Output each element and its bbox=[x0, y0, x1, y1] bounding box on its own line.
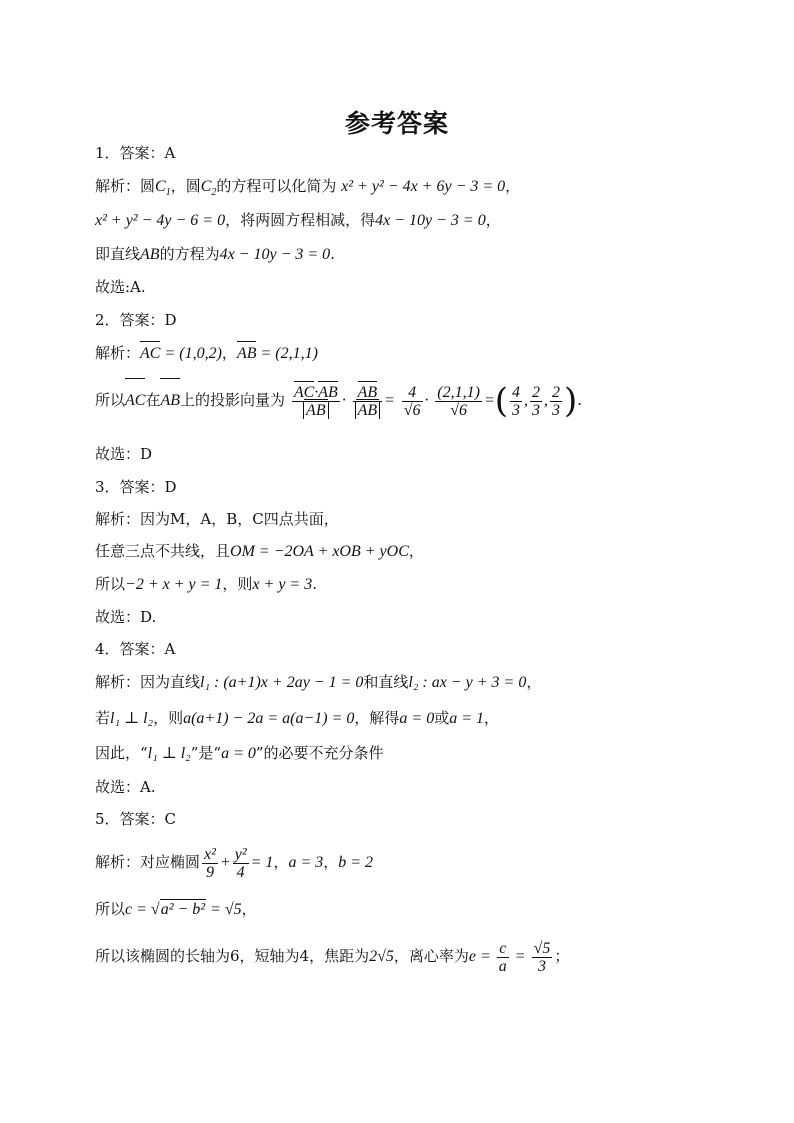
text: 任意三点不共线，且 bbox=[95, 542, 231, 560]
q5-line-3 bbox=[95, 936, 569, 977]
equation: x² + y² − 4y − 6 = 0 bbox=[95, 212, 226, 229]
c2-sub: 2 bbox=[211, 187, 217, 199]
vector-ab: AB bbox=[318, 383, 338, 401]
punct: . bbox=[577, 391, 583, 409]
focal-distance: 2√5 bbox=[369, 948, 394, 965]
equals: = bbox=[510, 948, 530, 965]
q5-line-1 bbox=[95, 842, 373, 883]
right-paren: ) bbox=[564, 381, 578, 421]
equation: a = 1 bbox=[449, 710, 485, 727]
equation: −2 + x + y = 1 bbox=[125, 576, 223, 593]
equation-l2: l₂ : ax − y + 3 = 0 bbox=[408, 674, 527, 691]
text: 所以该椭圆的长轴为6，短轴为4，焦距为 bbox=[95, 947, 370, 965]
text: 和直线 bbox=[363, 673, 409, 691]
equation: = (1,0,2) bbox=[160, 345, 222, 362]
fraction-c-a bbox=[497, 940, 509, 975]
equation: x + y = 3 bbox=[252, 576, 313, 593]
norm-ab: AB bbox=[303, 402, 329, 419]
result-x bbox=[510, 384, 522, 419]
equals: = bbox=[384, 392, 395, 409]
q2-line-2 bbox=[95, 380, 582, 421]
equation-b: b = 2 bbox=[338, 854, 374, 871]
numerator: x² bbox=[204, 845, 216, 863]
fraction-sqrt5-3 bbox=[532, 940, 553, 975]
equation-l1: l₁ : (a+1)x + 2ay − 1 = 0 bbox=[200, 674, 364, 691]
numerator: 2 bbox=[532, 383, 541, 401]
c1: C bbox=[155, 178, 166, 195]
text: 的方程为 bbox=[159, 245, 220, 263]
circle-c1 bbox=[155, 178, 171, 199]
denominator: 3 bbox=[532, 401, 541, 419]
fraction-y2-4 bbox=[233, 846, 249, 881]
q2-conclusion: 故选：D bbox=[95, 445, 153, 463]
page-title: 参考答案 bbox=[344, 109, 449, 138]
q1-line-2 bbox=[95, 210, 501, 231]
denominator: a bbox=[498, 957, 507, 975]
denominator: √6 bbox=[403, 401, 421, 419]
q2-line-1 bbox=[95, 343, 318, 364]
text: ，解得 bbox=[354, 709, 400, 727]
punct: ， bbox=[505, 177, 521, 195]
punct: ， bbox=[241, 900, 257, 918]
denominator: 9 bbox=[205, 863, 214, 881]
punct: ， bbox=[273, 853, 289, 871]
text: 上的投影向量为 bbox=[180, 391, 286, 409]
fraction-unit-vector bbox=[353, 384, 383, 419]
equation: x² + y² − 4x + 6y − 3 = 0 bbox=[341, 178, 506, 195]
circle-c2 bbox=[200, 178, 217, 199]
punct: ， bbox=[221, 344, 237, 362]
equation: l₁ ⊥ l₂ bbox=[147, 745, 191, 762]
text: 所以 bbox=[95, 391, 126, 409]
text: 解析：因为直线 bbox=[95, 673, 201, 691]
q1-line-3 bbox=[95, 244, 335, 265]
equation: a = 0 bbox=[221, 745, 256, 762]
q5-line-2 bbox=[95, 899, 257, 920]
punct: ， bbox=[484, 709, 500, 727]
line-ab: AB bbox=[140, 246, 160, 263]
e-label: e = bbox=[468, 948, 495, 965]
text: 的方程可以化简为 bbox=[216, 177, 337, 195]
comma: , bbox=[544, 392, 549, 409]
c2: C bbox=[200, 178, 212, 195]
text: ，离心率为 bbox=[393, 947, 469, 965]
denominator bbox=[353, 402, 383, 419]
fraction-vector-sqrt6 bbox=[435, 384, 482, 419]
numerator: (2,1,1) bbox=[437, 383, 480, 401]
dot: · bbox=[424, 392, 429, 409]
sqrt-sign: √ bbox=[150, 901, 160, 918]
denominator: √6 bbox=[450, 401, 468, 419]
text: ”的必要不充分条件 bbox=[255, 744, 384, 762]
q4-line-3 bbox=[95, 743, 384, 764]
sep: ，圆 bbox=[170, 177, 201, 195]
q3-line-1: 解析：因为M，A，B，C四点共面， bbox=[95, 510, 339, 528]
text: ，则 bbox=[222, 575, 253, 593]
text: ，将两圆方程相减，得 bbox=[225, 211, 376, 229]
text: 在 bbox=[145, 391, 161, 409]
comma: , bbox=[524, 392, 529, 409]
punct: . bbox=[330, 245, 335, 263]
c-label: c = bbox=[125, 901, 151, 918]
vector-equation: OM = −2OA + xOB + yOC bbox=[230, 543, 409, 560]
dot: · bbox=[314, 383, 319, 401]
equation: l₁ ⊥ l₂ bbox=[110, 710, 154, 727]
vector-ac: AC bbox=[293, 383, 315, 401]
q1-conclusion: 故选:A. bbox=[95, 278, 146, 296]
text: 解析： bbox=[95, 344, 141, 362]
q4-line-1 bbox=[95, 672, 541, 693]
text: 解析：圆 bbox=[95, 177, 156, 195]
c1-sub: 1 bbox=[165, 187, 171, 199]
vector-ab: AB bbox=[160, 381, 180, 421]
q3-line-2 bbox=[95, 541, 424, 562]
vector-ab: AB bbox=[236, 345, 257, 362]
fraction-4-sqrt6 bbox=[402, 384, 423, 419]
q1-header: 1．答案：A bbox=[95, 144, 176, 162]
punct: ， bbox=[526, 673, 542, 691]
denominator: 4 bbox=[236, 863, 245, 881]
q3-line-3 bbox=[95, 574, 317, 595]
result-z bbox=[550, 384, 562, 419]
text: 解析：对应椭圆 bbox=[95, 853, 201, 871]
norm-ab: AB bbox=[355, 402, 381, 419]
denominator: 3 bbox=[537, 957, 546, 975]
equation-a: a = 3 bbox=[288, 854, 324, 871]
text: ，则 bbox=[153, 709, 184, 727]
q4-header: 4．答案：A bbox=[95, 640, 176, 658]
vector-ac: AC bbox=[140, 345, 161, 362]
numerator: c bbox=[497, 940, 509, 958]
denominator bbox=[292, 402, 340, 419]
numerator: √5 bbox=[533, 939, 551, 957]
punct: ， bbox=[323, 853, 339, 871]
numerator: 4 bbox=[402, 384, 423, 402]
left-paren: ( bbox=[494, 381, 509, 421]
q3-header: 3．答案：D bbox=[95, 478, 177, 496]
vector-ac: AC bbox=[125, 381, 145, 421]
q4-line-2 bbox=[95, 708, 499, 729]
text: 所以 bbox=[95, 575, 126, 593]
text: 因此，“ bbox=[95, 744, 148, 762]
numerator: 4 bbox=[512, 383, 521, 401]
fraction-dot-over-norm bbox=[292, 384, 340, 419]
equation: 4x − 10y − 3 = 0 bbox=[219, 246, 331, 263]
equation: = √5 bbox=[206, 901, 242, 918]
punct: ， bbox=[485, 211, 501, 229]
text: 即直线 bbox=[95, 245, 141, 263]
punct: ； bbox=[554, 947, 570, 965]
q3-conclusion: 故选：D. bbox=[95, 608, 157, 626]
vector-ab: AB bbox=[357, 383, 378, 401]
numerator: 2 bbox=[552, 383, 561, 401]
radicand: a² − b² bbox=[160, 901, 206, 918]
q5-header: 5．答案：C bbox=[95, 810, 177, 828]
text: 所以 bbox=[95, 900, 126, 918]
numerator: y² bbox=[234, 845, 247, 863]
dot: · bbox=[341, 392, 346, 409]
punct: ， bbox=[408, 542, 424, 560]
equation: a = 0 bbox=[399, 710, 435, 727]
q4-conclusion: 故选：A. bbox=[95, 778, 156, 796]
equation: = (2,1,1) bbox=[256, 345, 318, 362]
text: 或 bbox=[434, 709, 450, 727]
q2-header: 2．答案：D bbox=[95, 311, 177, 329]
denominator: 3 bbox=[552, 401, 561, 419]
equals: = bbox=[483, 392, 495, 409]
plus: + bbox=[219, 854, 231, 871]
text: ”是“ bbox=[190, 744, 222, 762]
text: 若 bbox=[95, 709, 111, 727]
equation: a(a+1) − 2a = a(a−1) = 0 bbox=[183, 710, 355, 727]
equation: = 1 bbox=[250, 854, 274, 871]
result-y bbox=[530, 384, 542, 419]
punct: . bbox=[312, 575, 317, 593]
fraction-x2-9 bbox=[202, 846, 218, 881]
q1-line-1 bbox=[95, 176, 520, 203]
equation: 4x − 10y − 3 = 0 bbox=[375, 212, 486, 229]
denominator: 3 bbox=[512, 401, 521, 419]
